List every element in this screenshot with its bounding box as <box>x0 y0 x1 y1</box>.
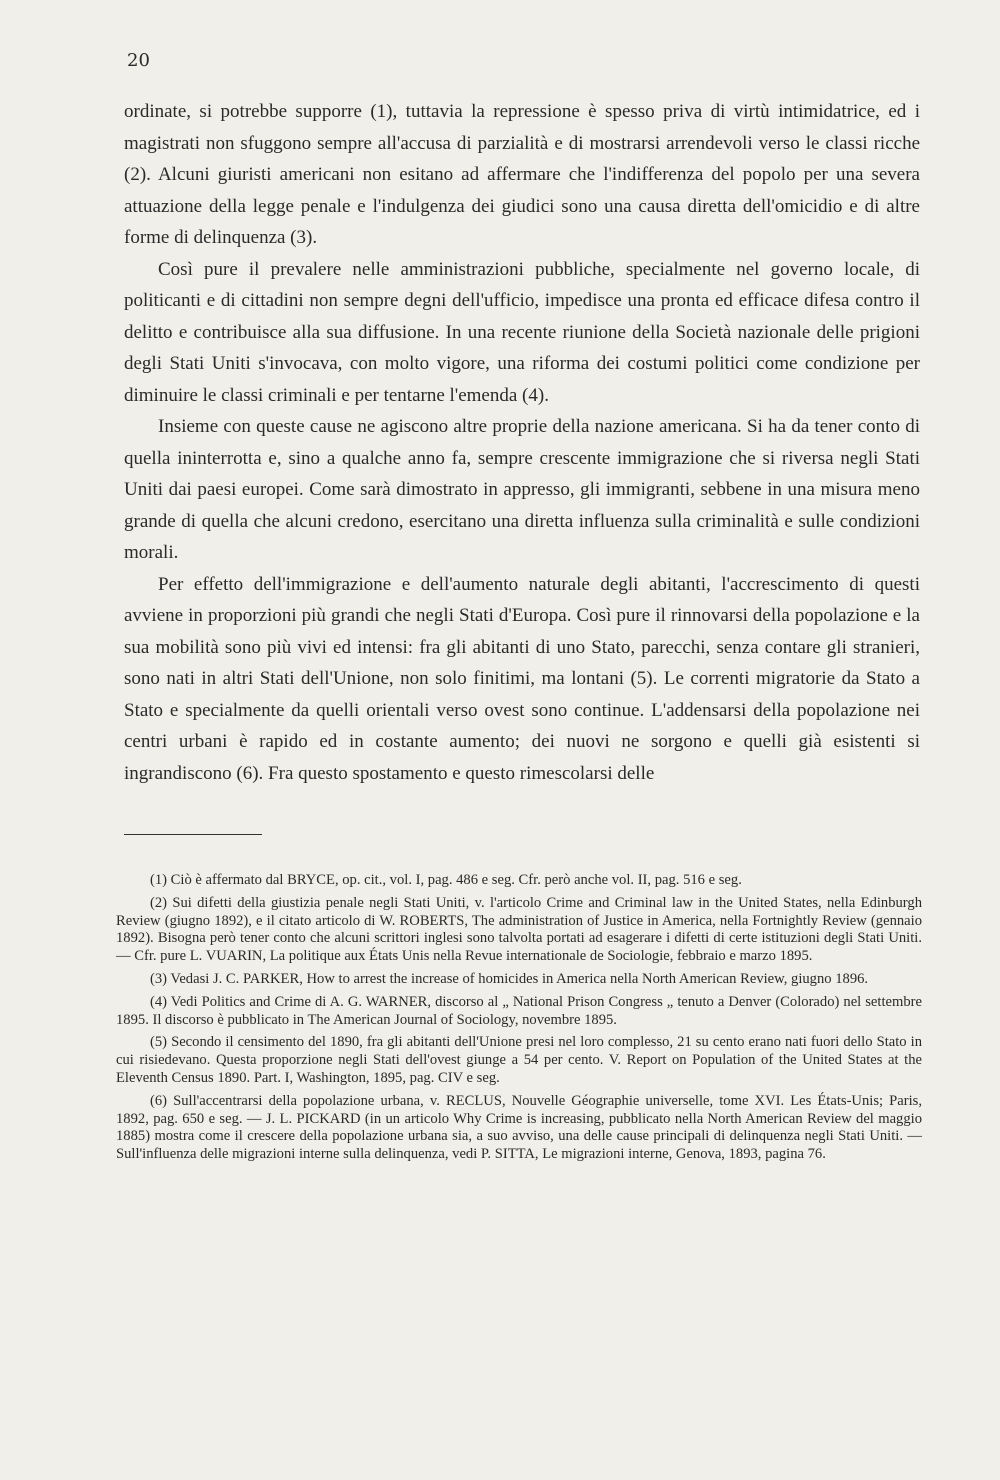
paragraph-3: Insieme con queste cause ne agiscono altre proprie della nazione americana. Si ha da tener conto di quella ininterrotta e, sino a qualche anno fa, sempre crescente immigrazione che si riversa negli Stati Uniti dai paesi europei. Come sarà dimostrato in appresso, gli immigranti, sebbene in una misura meno grande di quella che alcuni credono, esercitano una diretta influenza sulla criminalità e sulle condizioni morali. <box>124 416 920 563</box>
footnote-3: (3) Vedasi J. C. PARKER, How to arrest the increase of homicides in America nella North American Review, giugno 1896. <box>150 970 869 987</box>
paragraph-4: Per effetto dell'immigrazione e dell'aumento naturale degli abitanti, l'accrescimento di questi avviene in proporzioni più grandi che negli Stati d'Europa. Così pure il rinnovarsi della popolazione e la sua mobilità sono più vivi ed intensi: fra gli abitanti di uno Stato, parecchi, senza contare gli stranieri, sono nati in altri Stati dell'Unione, non solo finitimi, ma lontani (5). Le correnti migratorie da Stato a Stato e specialmente da quelli orientali verso ovest sono continue. L'addensarsi della popolazione nei centri urbani è rapido ed in costante aumento; dei nuovi ne sorgono e quelli già esistenti si ingrandiscono (6). Fra questo spostamento e questo rimescolarsi delle <box>124 573 920 784</box>
footnote-separator <box>124 834 262 835</box>
main-body-text <box>124 96 920 789</box>
footnote-2: (2) Sui difetti della giustizia penale negli Stati Uniti, v. l'articolo Crime and Criminal law in the United States, nella Edinburgh Review (giugno 1892), e il citato articolo di W. ROBERTS, The administration of Justice in America, nella Fortnightly Review (gennaio 1892). Bisogna però tener conto che alcuni scrittori inglesi sono talvolta portati ad esagerare i difetti di certe istituzioni degli Stati Uniti. — Cfr. pure L. VUARIN, La politique aux États Unis nella Revue internationale de Sociologie, febbraio e marzo 1895. <box>116 894 922 965</box>
page-number: 20 <box>127 50 150 71</box>
footnote-4: (4) Vedi Politics and Crime di A. G. WARNER, discorso al „ National Prison Congress „ tenuto a Denver (Colorado) nel settembre 1895. Il discorso è pubblicato in The American Journal of Sociology, novembre 1895. <box>116 993 922 1028</box>
footnotes <box>116 872 922 1169</box>
paragraph-2: Così pure il prevalere nelle amministrazioni pubbliche, specialmente nel governo locale, di politicanti e di cittadini non sempre degni dell'ufficio, impedisce una pronta ed efficace difesa contro il delitto e contribuisce alla sua diffusione. In una recente riunione della Società nazionale delle prigioni degli Stati Uniti s'invocava, con molto vigore, una riforma dei costumi politici come condizione per diminuire le classi criminali e per tentarne l'emenda (4). <box>124 258 920 406</box>
paragraph-1: ordinate, si potrebbe supporre (1), tuttavia la repressione è spesso priva di virtù intimidatrice, ed i magistrati non sfuggono sempre all'accusa di parzialità e di mostrarsi arrendevoli verso le classi ricche (2). Alcuni giuristi americani non esitano ad affermare che l'indifferenza del popolo per una severa attuazione della legge penale e l'indulgenza dei giudici sono una causa diretta dell'omicidio e di altre forme di delinquenza (3). <box>124 101 920 248</box>
footnote-1: (1) Ciò è affermato dal BRYCE, op. cit., vol. I, pag. 486 e seg. Cfr. però anche vol. II, pag. 516 e seg. <box>150 872 742 888</box>
footnote-5: (5) Secondo il censimento del 1890, fra gli abitanti dell'Unione presi nel loro complesso, 21 su cento erano nati fuori dello Stato in cui risiedevano. Questa proporzione negli Stati dell'ovest giunge a 54 per cento. V. Report on Population of the United States at the Eleventh Census 1890. Part. I, Washington, 1895, pag. CIV e seg. <box>116 1034 922 1086</box>
footnote-6: (6) Sull'accentrarsi della popolazione urbana, v. RECLUS, Nouvelle Géographie universelle, tome XVI. Les États-Unis; Paris, 1892, pag. 650 e seg. — J. L. PICKARD (in un articolo Why Crime is increasing, pubblicato nella North American Review del maggio 1885) mostra come il crescere della popolazione urbana sia, a suo avviso, una delle cause principali di delinquenza negli Stati Uniti. — Sull'influenza delle migrazioni interne sulla delinquenza, vedi P. SITTA, Le migrazioni interne, Genova, 1893, pagina 76. <box>116 1092 922 1163</box>
